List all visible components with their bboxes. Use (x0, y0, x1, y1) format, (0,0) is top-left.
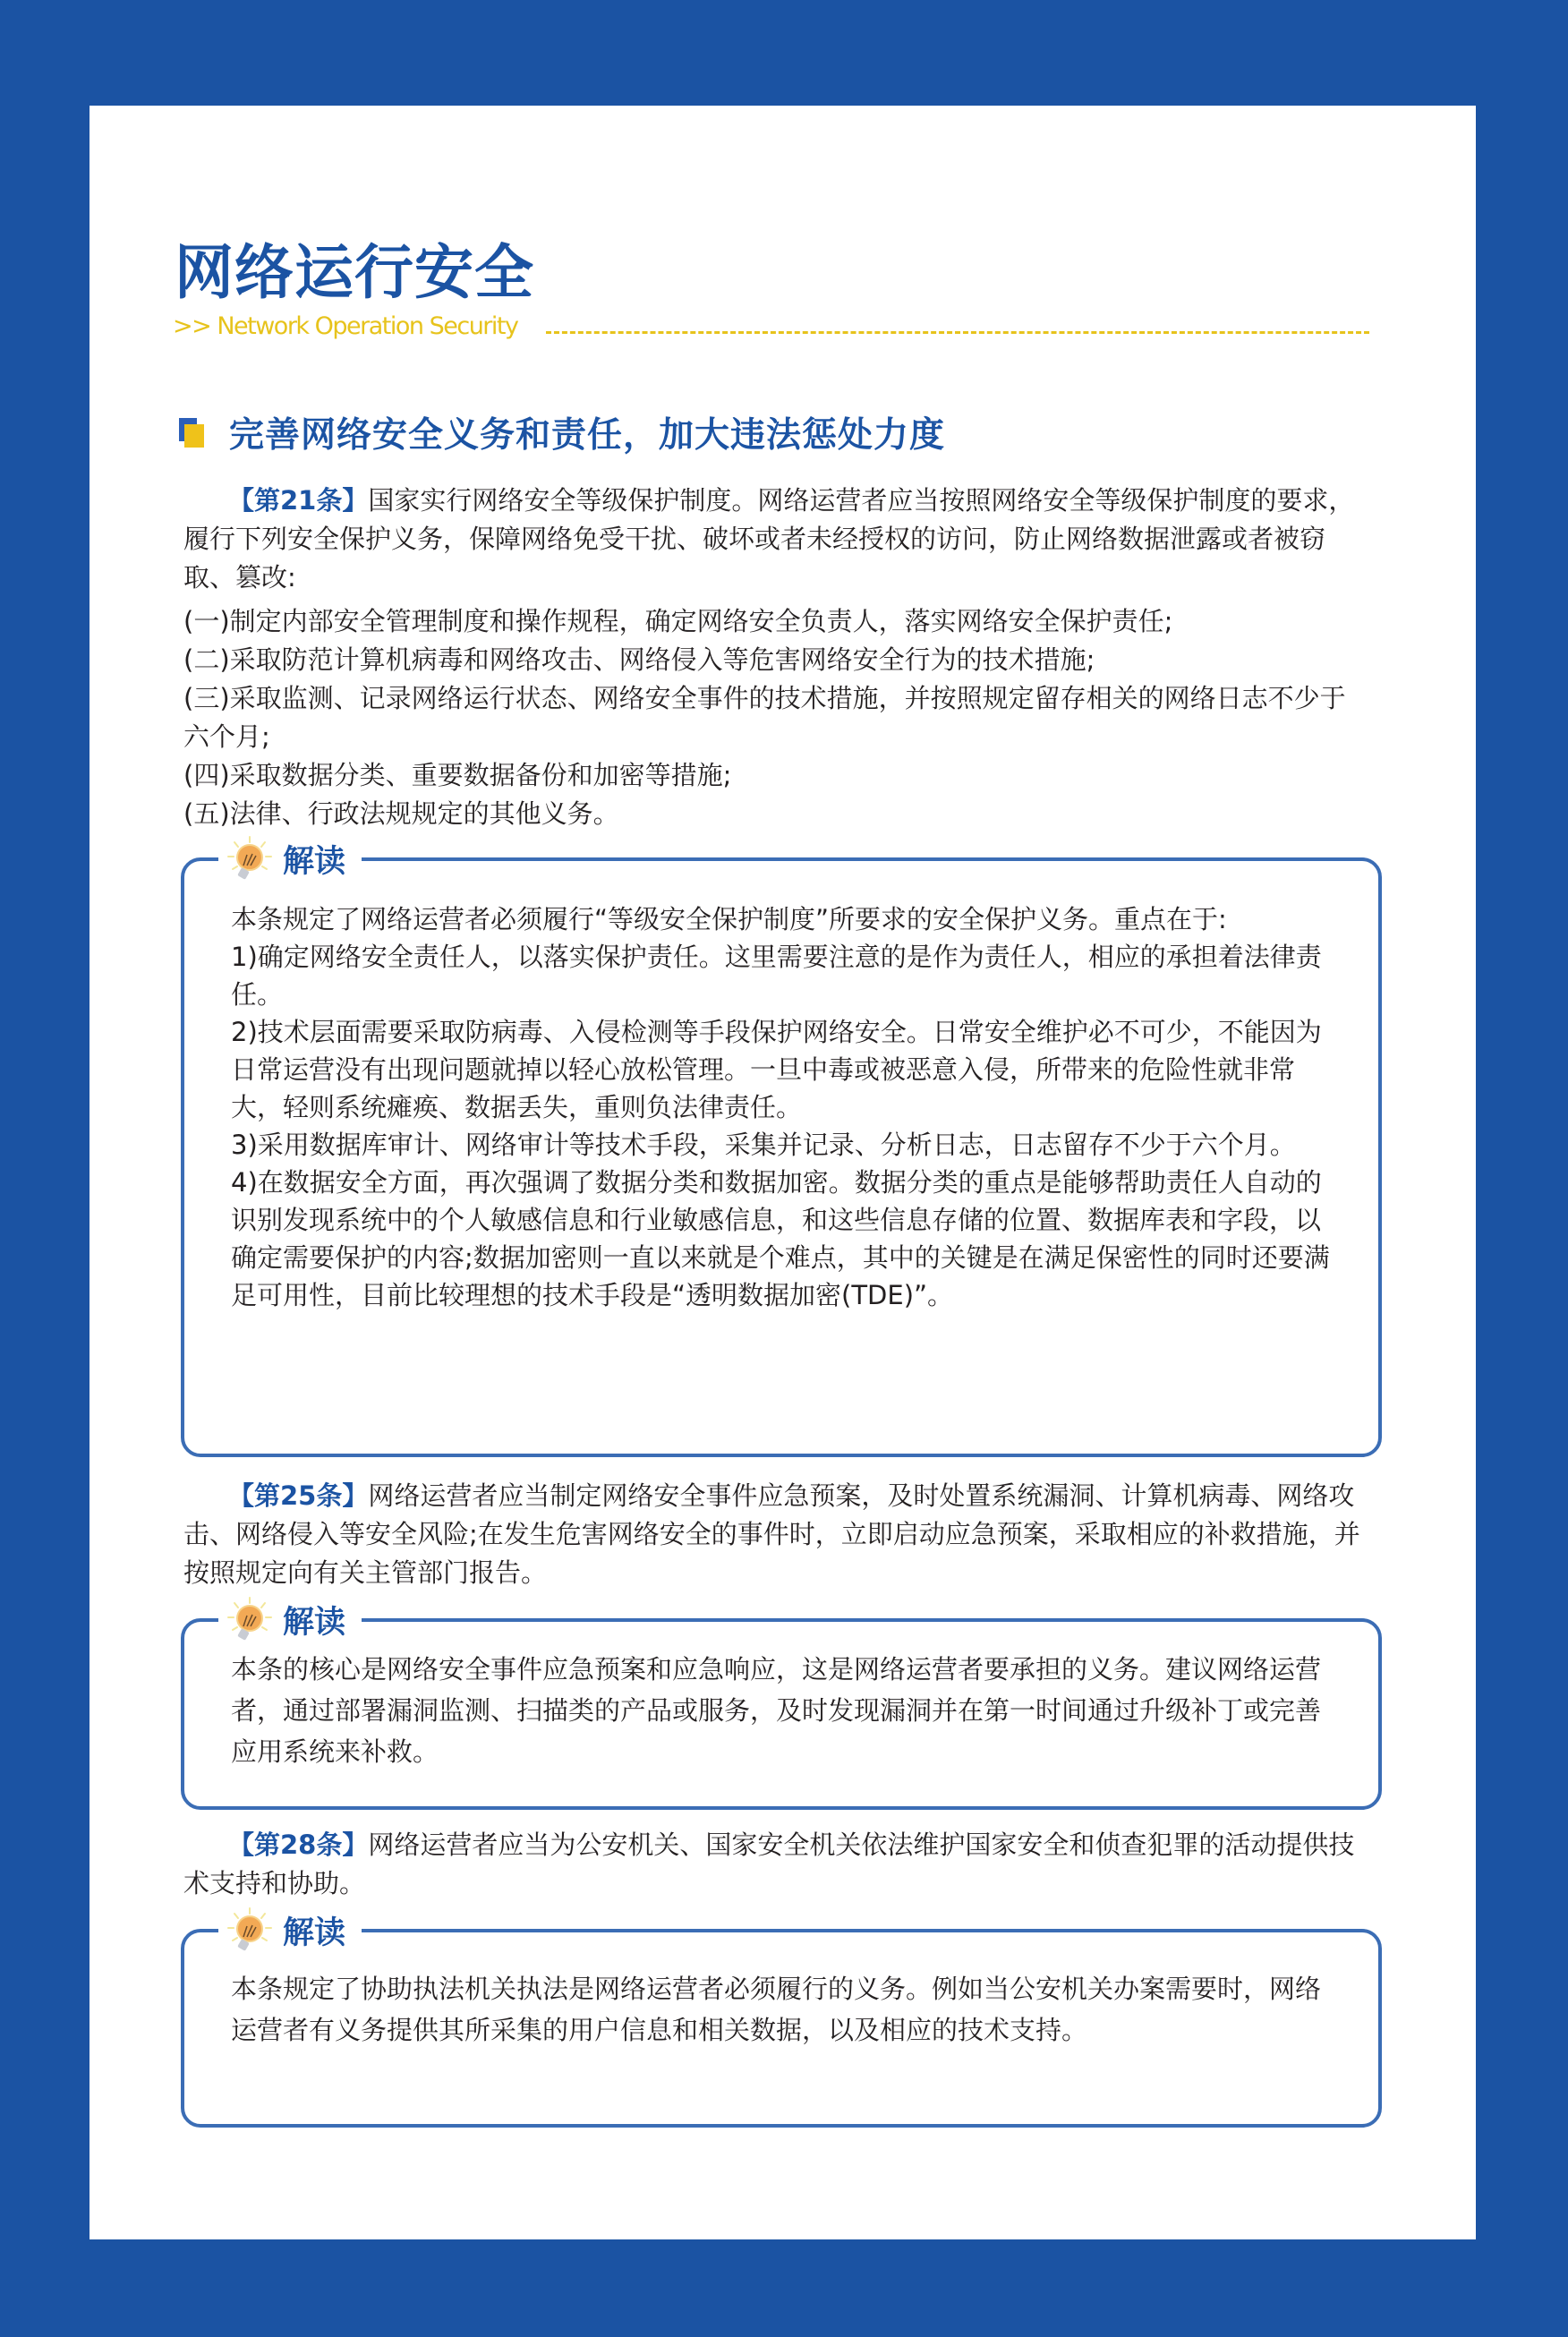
article-text: 国家实行网络安全等级保护制度。网络运营者应当按照网络安全等级保护制度的要求，履行下列安全保护义务，保障网络免受干扰、破坏或者未经授权的访问，防止网络数据泄露或者被窃取、篡改: (183, 485, 1355, 593)
interpretation-box (181, 844, 1382, 1457)
list-item: (一)制定内部安全管理制度和操作规程，确定网络安全负责人，落实网络安全保护责任; (183, 606, 1173, 636)
list-item: (二)采取防范计算机病毒和网络攻击、网络侵入等危害网络安全行为的技术措施; (183, 644, 1095, 675)
interpretation-body (184, 861, 1378, 1332)
interpretation-header (218, 1595, 362, 1645)
interpretation-paragraph: 本条规定了网络运营者必须履行“等级安全保护制度”所要求的安全保护义务。重点在于: (231, 904, 1227, 934)
interpretation-body (184, 1932, 1378, 2068)
lightbulb-icon (226, 1596, 274, 1644)
article-label: 【第25条】 (228, 1480, 369, 1511)
lightbulb-icon (226, 835, 274, 883)
section-title: 完善网络安全义务和责任，加大违法惩处力度 (229, 415, 946, 456)
dotted-divider (546, 331, 1369, 334)
article-28 (183, 1826, 1365, 1903)
interpretation-header (218, 834, 362, 884)
article-21 (183, 482, 1365, 833)
list-item: (四)采取数据分类、重要数据备份和加密等措施; (183, 760, 732, 790)
section-header (179, 407, 945, 457)
interpretation-header (218, 1906, 362, 1956)
article-list (183, 602, 1365, 833)
interpretation-title: 解读 (283, 844, 346, 880)
interpretation-paragraph: 本条的核心是网络安全事件应急预案和应急响应，这是网络运营者要承担的义务。建议网络运营者，通过部署漏洞监测、扫描类的产品或服务，及时发现漏洞并在第一时间通过升级补丁或完善应用系统来补救。 (231, 1654, 1322, 1767)
interpretation-title: 解读 (283, 1605, 346, 1641)
article-label: 【第28条】 (228, 1830, 369, 1860)
page-title: 网络运行安全 (175, 238, 534, 307)
article-25 (183, 1477, 1365, 1592)
interpretation-title: 解读 (283, 1915, 346, 1951)
article-text: 网络运营者应当制定网络安全事件应急预案，及时处置系统漏洞、计算机病毒、网络攻击、网络侵入等安全风险;在发生危害网络安全的事件时，立即启动应急预案，采取相应的补救措施，并按照规定向有关主管部门报告。 (183, 1480, 1360, 1588)
interpretation-box (181, 1915, 1382, 2128)
interpretation-paragraph: 4)在数据安全方面，再次强调了数据分类和数据加密。数据分类的重点是能够帮助责任人自动的识别发现系统中的个人敏感信息和行业敏感信息，和这些信息存储的位置、数据库表和字段，以确定需要保护的内容;数据加密则一直以来就是个难点，其中的关键是在满足保密性的同时还要满足可用性，目前比较理想的技术手段是“透明数据加密(TDE)”。 (231, 1167, 1330, 1310)
list-item: (五)法律、行政法规规定的其他义务。 (183, 798, 619, 829)
article-text: 网络运营者应当为公安机关、国家安全机关依法维护国家安全和侦查犯罪的活动提供技术支持和协助。 (183, 1830, 1355, 1898)
interpretation-paragraph: 本条规定了协助执法机关执法是网络运营者必须履行的义务。例如当公安机关办案需要时，网络运营者有义务提供其所采集的用户信息和相关数据，以及相应的技术支持。 (231, 1974, 1322, 2045)
lightbulb-icon (226, 1906, 274, 1955)
interpretation-box (181, 1605, 1382, 1810)
article-label: 【第21条】 (228, 485, 369, 516)
page-subtitle: >> Network Operation Security (173, 312, 518, 340)
list-item: (三)采取监测、记录网络运行状态、网络安全事件的技术措施，并按照规定留存相关的网络日志不少于六个月; (183, 683, 1346, 752)
interpretation-body (184, 1622, 1378, 1790)
interpretation-paragraph: 1)确定网络安全责任人，以落实保护责任。这里需要注意的是作为责任人，相应的承担着法律责任。 (231, 942, 1322, 1010)
interpretation-paragraph: 3)采用数据库审计、网络审计等技术手段，采集并记录、分析日志，日志留存不少于六个月。 (231, 1130, 1296, 1160)
interpretation-paragraph: 2)技术层面需要采取防病毒、入侵检测等手段保护网络安全。日常安全维护必不可少，不能因为日常运营没有出现问题就掉以轻心放松管理。一旦中毒或被恶意入侵，所带来的危险性就非常大，轻则系统瘫痪、数据丢失，重则负法律责任。 (231, 1017, 1322, 1122)
square-bullet-icon (179, 416, 206, 448)
